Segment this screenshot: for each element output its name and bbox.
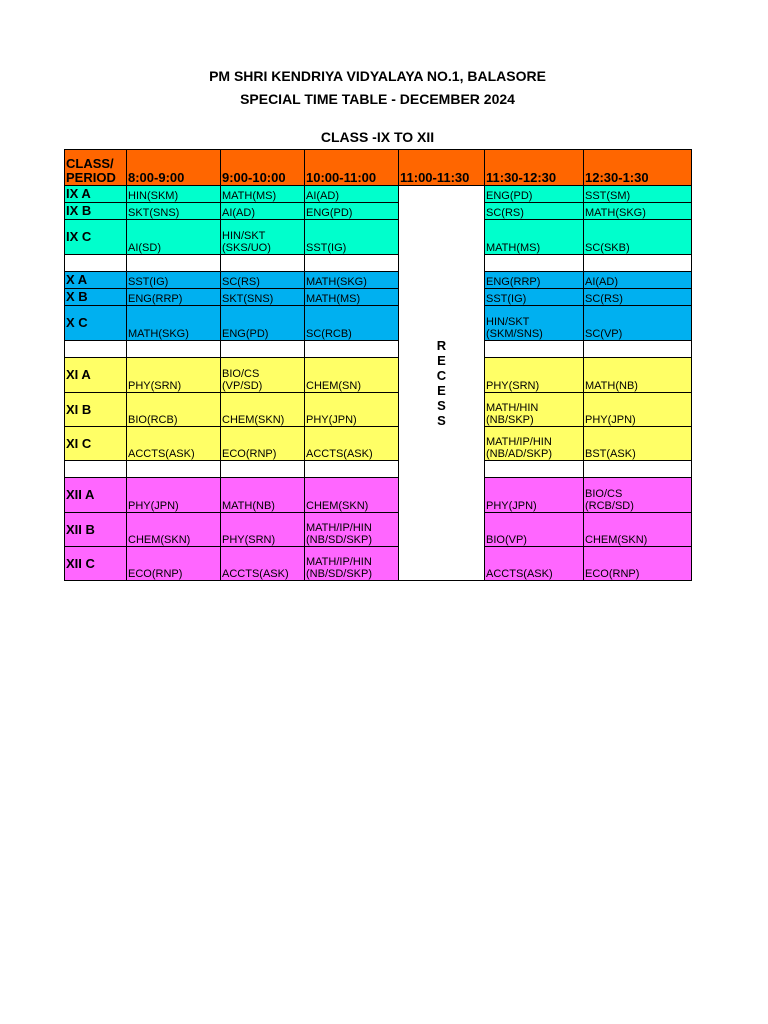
recess-column bbox=[399, 186, 485, 581]
empty-cell bbox=[305, 461, 399, 478]
subject-cell: MATH/HIN (NB/SKP) bbox=[485, 393, 584, 427]
subject-cell: SC(RS) bbox=[584, 289, 692, 306]
recess-letter: C bbox=[436, 368, 447, 383]
header-row bbox=[65, 150, 692, 186]
class-label: XII C bbox=[65, 547, 127, 581]
subject-cell: MATH(NB) bbox=[221, 478, 305, 513]
column-header-period: 12:30-1:30 bbox=[584, 150, 692, 186]
empty-cell bbox=[127, 255, 221, 272]
subject-cell: SC(SKB) bbox=[584, 220, 692, 255]
recess-letter: E bbox=[437, 353, 446, 368]
column-header-class-period: CLASS/ PERIOD bbox=[65, 150, 127, 186]
subject-cell: SC(RS) bbox=[485, 203, 584, 220]
table-row bbox=[65, 203, 692, 220]
subject-cell: PHY(JPN) bbox=[305, 393, 399, 427]
subject-cell: MATH(MS) bbox=[221, 186, 305, 203]
column-header-period: 11:00-11:30 bbox=[399, 150, 485, 186]
subject-cell: ACCTS(ASK) bbox=[221, 547, 305, 581]
table-row bbox=[65, 289, 692, 306]
recess-letter: S bbox=[437, 398, 446, 413]
empty-cell bbox=[65, 341, 127, 358]
empty-cell bbox=[485, 461, 584, 478]
table-row bbox=[65, 513, 692, 547]
subject-cell: PHY(SRN) bbox=[127, 358, 221, 393]
table-row bbox=[65, 427, 692, 461]
class-label: X A bbox=[65, 272, 127, 289]
subject-cell: BST(ASK) bbox=[584, 427, 692, 461]
subject-cell: MATH(NB) bbox=[584, 358, 692, 393]
subject-cell: ENG(PD) bbox=[221, 306, 305, 341]
subject-cell: CHEM(SKN) bbox=[584, 513, 692, 547]
subject-cell: PHY(SRN) bbox=[221, 513, 305, 547]
subject-cell: ENG(RRP) bbox=[127, 289, 221, 306]
subject-cell: AI(AD) bbox=[221, 203, 305, 220]
subject-cell: ENG(PD) bbox=[305, 203, 399, 220]
recess-letter: S bbox=[437, 413, 446, 428]
empty-cell bbox=[485, 255, 584, 272]
subject-cell: BIO/CS (RCB/SD) bbox=[584, 478, 692, 513]
subject-cell: HIN(SKM) bbox=[127, 186, 221, 203]
subject-cell: ECO(RNP) bbox=[221, 427, 305, 461]
subject-cell: CHEM(SKN) bbox=[305, 478, 399, 513]
subject-cell: BIO(RCB) bbox=[127, 393, 221, 427]
subject-cell: PHY(SRN) bbox=[485, 358, 584, 393]
subject-cell: ACCTS(ASK) bbox=[485, 547, 584, 581]
timetable-title: SPECIAL TIME TABLE - DECEMBER 2024 bbox=[240, 91, 515, 107]
column-header-period: 11:30-12:30 bbox=[485, 150, 584, 186]
class-label: XII A bbox=[65, 478, 127, 513]
empty-cell bbox=[305, 255, 399, 272]
class-label: XI C bbox=[65, 427, 127, 461]
subject-cell: ENG(RRP) bbox=[485, 272, 584, 289]
table-row bbox=[65, 547, 692, 581]
column-header-period: 10:00-11:00 bbox=[305, 150, 399, 186]
subject-cell: CHEM(SKN) bbox=[221, 393, 305, 427]
subject-cell: CHEM(SN) bbox=[305, 358, 399, 393]
subject-cell: SST(IG) bbox=[485, 289, 584, 306]
subject-cell: MATH(SKG) bbox=[305, 272, 399, 289]
blank-separator-row bbox=[65, 341, 692, 358]
subject-cell: ECO(RNP) bbox=[127, 547, 221, 581]
subject-cell: AI(AD) bbox=[305, 186, 399, 203]
subject-cell: ENG(PD) bbox=[485, 186, 584, 203]
subject-cell: MATH(SKG) bbox=[584, 203, 692, 220]
subject-cell: SKT(SNS) bbox=[127, 203, 221, 220]
subject-cell: SC(RCB) bbox=[305, 306, 399, 341]
recess-letter: R bbox=[436, 338, 447, 353]
column-header-period: 8:00-9:00 bbox=[127, 150, 221, 186]
column-header-period: 9:00-10:00 bbox=[221, 150, 305, 186]
empty-cell bbox=[584, 341, 692, 358]
class-label: IX B bbox=[65, 203, 127, 220]
empty-cell bbox=[221, 255, 305, 272]
empty-cell bbox=[485, 341, 584, 358]
subject-cell: MATH/IP/HIN (NB/AD/SKP) bbox=[485, 427, 584, 461]
blank-separator-row bbox=[65, 461, 692, 478]
subject-cell: MATH/IP/HIN (NB/SD/SKP) bbox=[305, 547, 399, 581]
class-label: XI B bbox=[65, 393, 127, 427]
recess-letter: E bbox=[437, 383, 446, 398]
table-row bbox=[65, 220, 692, 255]
subject-cell: SST(SM) bbox=[584, 186, 692, 203]
subject-cell: SC(RS) bbox=[221, 272, 305, 289]
class-label: IX C bbox=[65, 220, 127, 255]
subject-cell: SST(IG) bbox=[305, 220, 399, 255]
empty-cell bbox=[584, 461, 692, 478]
subject-cell: SC(VP) bbox=[584, 306, 692, 341]
table-row bbox=[65, 186, 692, 203]
class-label: IX A bbox=[65, 186, 127, 203]
timetable bbox=[64, 149, 692, 581]
subject-cell: ACCTS(ASK) bbox=[127, 427, 221, 461]
subject-cell: AI(SD) bbox=[127, 220, 221, 255]
blank-separator-row bbox=[65, 255, 692, 272]
subject-cell: ACCTS(ASK) bbox=[305, 427, 399, 461]
class-range-heading: CLASS -IX TO XII bbox=[320, 129, 435, 145]
subject-cell: SKT(SNS) bbox=[221, 289, 305, 306]
empty-cell bbox=[221, 341, 305, 358]
subject-cell: BIO/CS (VP/SD) bbox=[221, 358, 305, 393]
class-label: XI A bbox=[65, 358, 127, 393]
subject-cell: MATH(MS) bbox=[485, 220, 584, 255]
subject-cell: CHEM(SKN) bbox=[127, 513, 221, 547]
subject-cell: ECO(RNP) bbox=[584, 547, 692, 581]
subject-cell: PHY(JPN) bbox=[584, 393, 692, 427]
subject-cell: AI(AD) bbox=[584, 272, 692, 289]
empty-cell bbox=[65, 255, 127, 272]
empty-cell bbox=[127, 461, 221, 478]
subject-cell: HIN/SKT (SKS/UO) bbox=[221, 220, 305, 255]
subject-cell: MATH(MS) bbox=[305, 289, 399, 306]
subject-cell: BIO(VP) bbox=[485, 513, 584, 547]
table-row bbox=[65, 306, 692, 341]
class-label: X C bbox=[65, 306, 127, 341]
empty-cell bbox=[584, 255, 692, 272]
school-name: PM SHRI KENDRIYA VIDYALAYA NO.1, BALASORE bbox=[209, 68, 546, 84]
empty-cell bbox=[127, 341, 221, 358]
subject-cell: SST(IG) bbox=[127, 272, 221, 289]
table-row bbox=[65, 358, 692, 393]
subject-cell: PHY(JPN) bbox=[127, 478, 221, 513]
table-row bbox=[65, 393, 692, 427]
class-label: XII B bbox=[65, 513, 127, 547]
empty-cell bbox=[221, 461, 305, 478]
subject-cell: MATH/IP/HIN (NB/SD/SKP) bbox=[305, 513, 399, 547]
subject-cell: MATH(SKG) bbox=[127, 306, 221, 341]
empty-cell bbox=[65, 461, 127, 478]
table-row bbox=[65, 478, 692, 513]
subject-cell: HIN/SKT (SKM/SNS) bbox=[485, 306, 584, 341]
class-label: X B bbox=[65, 289, 127, 306]
empty-cell bbox=[305, 341, 399, 358]
subject-cell: PHY(JPN) bbox=[485, 478, 584, 513]
table-row bbox=[65, 272, 692, 289]
